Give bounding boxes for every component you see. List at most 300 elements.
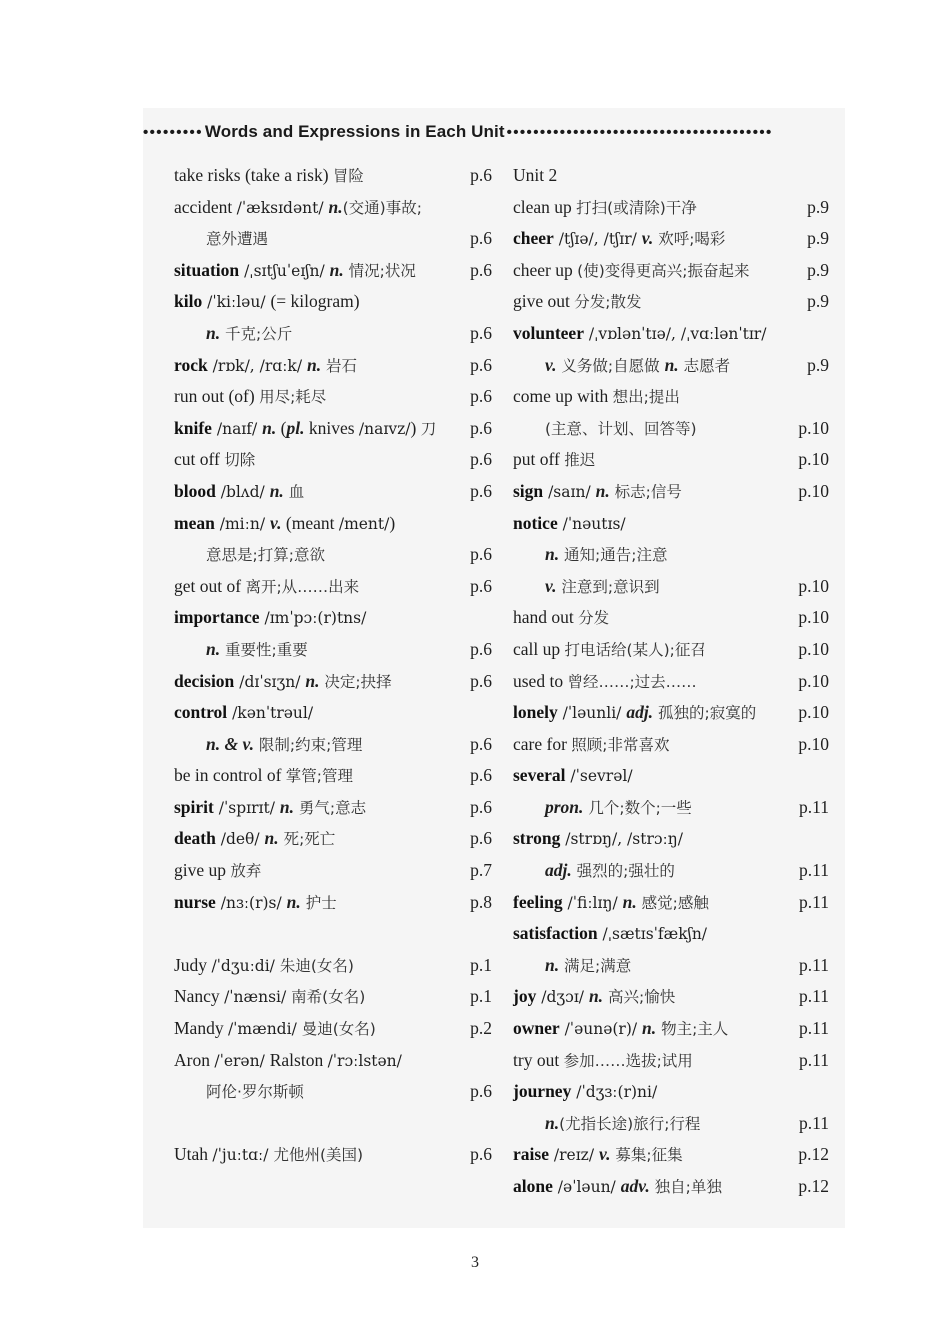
part-of-speech: n. [269, 480, 284, 501]
headword: control [174, 702, 228, 723]
page-reference: p.10 [798, 417, 829, 438]
headword: feeling [513, 891, 563, 912]
blank-line [174, 1108, 492, 1140]
phonetic: /dʒɔɪ/ [536, 988, 589, 1007]
chinese-meaning: (主意、计划、回答等) [545, 419, 697, 438]
phonetic: /kənˈtrəul/ [227, 704, 314, 723]
vocab-entry [174, 823, 492, 855]
headword: satisfaction [513, 923, 598, 944]
page-reference: p.10 [798, 449, 829, 470]
page-reference: p.6 [470, 733, 492, 754]
page-reference: p.6 [470, 765, 492, 786]
phonetic: /ˈnəutɪs/ [557, 514, 626, 533]
right-column [513, 160, 829, 1203]
page-reference: p.10 [798, 638, 829, 659]
part-of-speech: adj. [626, 702, 654, 723]
phonetic: /naɪvz/ [358, 419, 411, 438]
part-of-speech: pron. [545, 796, 584, 817]
chinese-meaning: 勇气;意志 [293, 798, 367, 817]
headword: joy [513, 986, 537, 1007]
phonetic: /əˈləun/ [552, 1178, 621, 1196]
entry-segment: (meant [281, 512, 339, 533]
vocab-entry [513, 571, 829, 603]
chinese-meaning: 刀 [420, 419, 437, 438]
page-reference: p.6 [470, 322, 492, 343]
page-reference: p.10 [798, 575, 829, 596]
phonetic: /nɜː(r)s/ [215, 893, 287, 912]
entry-text [513, 697, 756, 730]
page-reference: p.9 [807, 228, 829, 249]
entry-segment: get out of [174, 575, 246, 596]
entry-segment: Mandy [174, 1018, 228, 1039]
vocab-entry [174, 1139, 492, 1171]
vocab-entry [513, 1076, 829, 1108]
entry-text [174, 413, 436, 446]
entry-text [513, 602, 609, 635]
vocab-entry [513, 350, 829, 382]
vocab-entry [513, 286, 829, 318]
part-of-speech: n. [545, 1112, 560, 1133]
chinese-meaning: 义务做;自愿做 [556, 356, 665, 375]
entry-text [545, 571, 660, 604]
part-of-speech: n. [279, 796, 294, 817]
chinese-meaning: 独自;单独 [649, 1178, 722, 1196]
entry-text [513, 1171, 722, 1204]
vocab-entry [513, 918, 829, 950]
phonetic: /ˌsætɪsˈfækʃn/ [597, 925, 708, 944]
entry-text [174, 476, 304, 509]
entry-segment: Unit 2 [513, 165, 558, 185]
phonetic: /ˈləunli/ [557, 704, 627, 723]
page-reference: p.6 [470, 259, 492, 280]
page-reference: p.11 [799, 1049, 829, 1070]
page-reference: p.6 [470, 670, 492, 691]
vocab-entry [174, 887, 492, 919]
headword: spirit [174, 796, 214, 817]
vocab-entry [174, 729, 492, 761]
vocab-entry [513, 950, 829, 982]
vocab-entry [174, 571, 492, 603]
header-dots-right: •••••••••••••••••••••••••••••••••••••••• [506, 123, 773, 141]
phonetic: /blʌd/ [215, 482, 270, 501]
part-of-speech: v. [545, 354, 557, 375]
chinese-meaning: 限制;约束;管理 [253, 735, 363, 754]
page-reference: p.10 [798, 702, 829, 723]
entry-text [206, 1076, 304, 1109]
part-of-speech: n. [545, 544, 560, 565]
entry-text [545, 792, 692, 825]
page-reference: p.6 [470, 449, 492, 470]
entry-text [174, 444, 255, 477]
entry-segment: be in control of [174, 765, 286, 786]
entry-segment: Ralston [269, 1049, 328, 1070]
entry-segment: ) [410, 417, 421, 438]
entry-segment: ) [389, 512, 396, 533]
page-reference: p.6 [470, 417, 492, 438]
chinese-meaning: 募集;征集 [610, 1146, 683, 1165]
part-of-speech: pl. [286, 417, 305, 438]
entry-text [174, 1139, 363, 1172]
entry-text [545, 950, 631, 983]
vocab-entry [513, 760, 829, 792]
headword: death [174, 828, 216, 849]
page-reference: p.11 [799, 1018, 829, 1039]
vocab-entry [174, 539, 492, 571]
entry-text [513, 192, 697, 225]
headword: strong [513, 828, 561, 849]
vocab-entry [174, 255, 492, 287]
vocab-entry [174, 602, 492, 634]
chinese-meaning: 感觉;感触 [636, 893, 709, 912]
entry-text [545, 855, 675, 888]
phonetic: /tʃɪə/, /tʃɪr/ [553, 230, 642, 249]
entry-text [513, 444, 595, 477]
headword: knife [174, 417, 212, 438]
entry-text [513, 760, 633, 793]
phonetic: /ɪmˈpɔː(r)tns/ [259, 609, 367, 628]
entry-text [174, 571, 359, 604]
page-reference: p.10 [798, 607, 829, 628]
chinese-meaning: 分发 [578, 609, 610, 628]
headword: blood [174, 480, 216, 501]
vocab-entry [513, 697, 829, 729]
entry-segment: Nancy [174, 986, 225, 1007]
vocab-entry [513, 160, 829, 192]
entry-text [174, 1045, 402, 1078]
chinese-meaning: 满足;满意 [559, 956, 632, 975]
entry-text [513, 476, 682, 509]
part-of-speech: n. [545, 954, 560, 975]
vocab-entry [174, 160, 492, 192]
part-of-speech: n. [595, 480, 610, 501]
chinese-meaning: 死;死亡 [278, 830, 336, 849]
part-of-speech: n. [622, 891, 637, 912]
entry-segment: cut off [174, 449, 225, 470]
entry-text [513, 160, 557, 192]
entry-text [513, 1045, 693, 1078]
part-of-speech: n. [664, 354, 679, 375]
headword: nurse [174, 891, 216, 912]
entry-text [174, 855, 261, 888]
entry-segment: take risks (take a risk) [174, 165, 333, 185]
chinese-meaning: 冒险 [332, 167, 364, 185]
entry-text [206, 634, 308, 667]
entry-text [513, 1076, 657, 1109]
headword: alone [513, 1176, 553, 1196]
chinese-meaning: 千克;公斤 [220, 324, 293, 343]
entry-text [545, 539, 667, 572]
chinese-meaning: 曾经……;过去…… [567, 672, 697, 691]
vocab-entry [174, 666, 492, 698]
entry-text [174, 286, 360, 319]
chinese-meaning: 血 [283, 482, 305, 501]
entry-segment: put off [513, 449, 565, 470]
vocab-entry [174, 792, 492, 824]
entry-text [174, 792, 366, 825]
chinese-meaning: 打电话给(某人);征召 [564, 640, 706, 659]
entry-text [206, 318, 292, 351]
phonetic: /ˈæksɪdənt/ [236, 198, 329, 217]
entry-segment: hand out [513, 607, 579, 628]
chinese-meaning: 岩石 [321, 356, 358, 375]
part-of-speech: n. [286, 891, 301, 912]
chinese-meaning: 重要性;重要 [220, 640, 308, 659]
page-reference: p.2 [470, 1018, 492, 1039]
part-of-speech: n. [206, 322, 221, 343]
chinese-meaning: 欢呼;喝彩 [653, 230, 726, 249]
phonetic: /miːn/ [214, 514, 270, 533]
headword: several [513, 765, 566, 786]
entry-segment: accident [174, 196, 237, 217]
entry-text [174, 255, 416, 288]
phonetic: /ˈnænsi/ [224, 988, 292, 1007]
entry-text [174, 508, 395, 541]
part-of-speech: adv. [620, 1176, 650, 1196]
page-reference: p.6 [470, 796, 492, 817]
entry-text [513, 508, 626, 541]
vocab-entry [513, 381, 829, 413]
headword: rock [174, 354, 208, 375]
chinese-meaning: 志愿者 [678, 356, 731, 375]
chinese-meaning: 照顾;非常喜欢 [571, 735, 670, 754]
page-reference: p.11 [799, 954, 829, 975]
headword: mean [174, 512, 215, 533]
page-reference: p.6 [470, 354, 492, 375]
phonetic: /dɪˈsɪʒn/ [234, 672, 306, 691]
entry-text [513, 318, 766, 351]
page-reference: p.6 [470, 544, 492, 565]
entry-segment: give up [174, 860, 231, 881]
phonetic: /ˈdʒuːdi/ [211, 956, 280, 975]
page-reference: p.6 [470, 1144, 492, 1165]
entry-segment: knives [304, 417, 359, 438]
chinese-meaning: 掌管;管理 [285, 767, 354, 786]
page-reference: p.10 [798, 670, 829, 691]
page-reference: p.11 [799, 796, 829, 817]
page-reference: p.6 [470, 638, 492, 659]
chinese-meaning: 几个;数个;一些 [583, 798, 692, 817]
entry-text [174, 1013, 376, 1046]
vocab-entry [513, 729, 829, 761]
phonetic: /ˈsevrəl/ [565, 767, 633, 786]
chinese-meaning: 曼迪(女名) [301, 1020, 376, 1039]
chinese-meaning: 决定;抉择 [319, 672, 392, 691]
entry-text [545, 350, 730, 383]
part-of-speech: n. [262, 417, 277, 438]
vocab-entry [174, 223, 492, 255]
phonetic: /ˈkiːləu/ [202, 293, 271, 312]
chinese-meaning: 想出;提出 [612, 388, 680, 407]
entry-text [206, 539, 325, 572]
vocab-entry [513, 508, 829, 540]
part-of-speech: n. [206, 638, 221, 659]
page-reference: p.9 [807, 196, 829, 217]
vocab-entry [513, 855, 829, 887]
part-of-speech: v. [270, 512, 282, 533]
page-reference: p.10 [798, 733, 829, 754]
entry-segment: call up [513, 638, 565, 659]
entry-segment: used to [513, 670, 568, 691]
part-of-speech: n. [329, 259, 344, 280]
vocab-entry [513, 1171, 829, 1203]
entry-text [174, 381, 326, 414]
chinese-meaning: 尤他州(美国) [273, 1146, 364, 1165]
entry-text [513, 666, 697, 699]
entry-text [545, 413, 697, 446]
entry-text [174, 760, 353, 793]
phonetic: /ment/ [338, 514, 390, 533]
entry-text [513, 1139, 683, 1172]
page-reference: p.12 [798, 1144, 829, 1165]
phonetic: /ˈjuːtɑː/ [212, 1146, 274, 1165]
entry-segment: (= kilogram) [270, 291, 360, 312]
headword: sign [513, 480, 544, 501]
chinese-meaning: 意外遭遇 [206, 230, 269, 249]
entry-text [513, 1013, 728, 1046]
part-of-speech: v. [545, 575, 557, 596]
headword: raise [513, 1144, 549, 1165]
page-reference: p.9 [807, 354, 829, 375]
phonetic: /ˈdʒɜː(r)ni/ [571, 1083, 658, 1102]
vocab-entry [174, 444, 492, 476]
phonetic: /ˈfiːlɪŋ/ [562, 893, 623, 912]
vocab-entry [174, 697, 492, 729]
entry-segment: run out (of) [174, 386, 260, 407]
page-reference: p.11 [799, 986, 829, 1007]
headword: lonely [513, 702, 558, 723]
chinese-meaning: 参加……选拔;试用 [563, 1051, 693, 1070]
chinese-meaning: 打扫(或清除)干净 [576, 198, 697, 217]
vocab-entry [174, 634, 492, 666]
page-reference: p.12 [798, 1176, 829, 1196]
vocab-entry [174, 855, 492, 887]
entry-text [174, 666, 392, 699]
entry-segment: Utah [174, 1144, 213, 1165]
left-column [174, 160, 492, 1171]
chinese-meaning: 情况;状况 [343, 261, 416, 280]
chinese-meaning: 用尽;耗尽 [259, 388, 327, 407]
vocab-entry [174, 950, 492, 982]
vocab-entry [174, 413, 492, 445]
entry-segment: Judy [174, 954, 212, 975]
vocab-entry [513, 413, 829, 445]
entry-text [513, 634, 706, 667]
vocab-entry [513, 1108, 829, 1140]
vocab-entry [174, 981, 492, 1013]
vocab-entry [513, 981, 829, 1013]
vocab-entry [513, 223, 829, 255]
headword: situation [174, 259, 240, 280]
page-reference: p.7 [470, 860, 492, 881]
entry-text [174, 350, 357, 383]
page-number: 3 [471, 1254, 479, 1271]
chinese-meaning: 强烈的;强壮的 [571, 862, 675, 881]
part-of-speech: n. & v. [206, 733, 254, 754]
page-reference: p.10 [798, 480, 829, 501]
entry-text [513, 381, 680, 414]
vocab-entry [174, 318, 492, 350]
header-dots-left: ••••••••• [143, 123, 203, 141]
part-of-speech: adj. [545, 860, 572, 881]
phonetic: /saɪn/ [543, 482, 596, 501]
entry-segment: cheer up [513, 259, 578, 280]
page-reference: p.6 [470, 828, 492, 849]
entry-segment: clean up [513, 196, 577, 217]
chinese-meaning: (交通)事故; [342, 198, 422, 217]
headword: cheer [513, 228, 554, 249]
entry-text [513, 255, 749, 288]
phonetic: /naɪf/ [211, 419, 263, 438]
phonetic: /ˈspɪrɪt/ [213, 798, 280, 817]
chinese-meaning: 南希(女名) [291, 988, 366, 1007]
part-of-speech: n. [305, 670, 320, 691]
chinese-meaning: 分发;散发 [574, 293, 642, 312]
entry-text [174, 823, 335, 856]
vocab-entry [174, 192, 492, 224]
vocab-entry [513, 444, 829, 476]
part-of-speech: v. [598, 1144, 611, 1165]
entry-text [513, 729, 670, 762]
vocab-entry [174, 381, 492, 413]
entry-segment: ( [276, 417, 287, 438]
vocab-entry [174, 350, 492, 382]
headword: journey [513, 1081, 572, 1102]
page-reference: p.6 [470, 480, 492, 501]
headword: kilo [174, 291, 203, 312]
phonetic: /ˈerən/ [214, 1051, 270, 1070]
part-of-speech: n. [328, 196, 343, 217]
part-of-speech: v. [641, 228, 654, 249]
phonetic: /strɒŋ/, /strɔːŋ/ [560, 830, 683, 849]
entry-segment: Aron [174, 1049, 215, 1070]
entry-text [513, 823, 683, 856]
page-reference: p.1 [470, 954, 492, 975]
vocab-entry [513, 666, 829, 698]
page-reference: p.9 [807, 259, 829, 280]
entry-text [206, 223, 268, 256]
entry-text [174, 697, 313, 730]
chinese-meaning: (使)变得更高兴;振奋起来 [577, 261, 750, 280]
blank-line [174, 918, 492, 950]
chinese-meaning: 意思是;打算;意欲 [206, 546, 325, 565]
phonetic: /reɪz/ [548, 1146, 599, 1165]
part-of-speech: n. [306, 354, 322, 375]
vocab-entry [513, 255, 829, 287]
phonetic: /ˌvɒlənˈtɪə/, /ˌvɑːlənˈtɪr/ [583, 324, 767, 343]
chinese-meaning: 注意到;意识到 [556, 577, 660, 596]
page-reference: p.6 [470, 165, 492, 185]
vocab-entry [174, 1045, 492, 1077]
page-reference: p.11 [799, 891, 829, 912]
vocab-entry [513, 1013, 829, 1045]
vocab-entry [513, 1139, 829, 1171]
vocab-entry [513, 1045, 829, 1077]
part-of-speech: n. [264, 828, 279, 849]
page-reference: p.11 [799, 860, 829, 881]
entry-text [174, 981, 365, 1014]
page-reference: p.6 [470, 228, 492, 249]
vocab-entry [174, 760, 492, 792]
chinese-meaning: (尤指长途)旅行;行程 [559, 1114, 701, 1133]
entry-text [206, 729, 362, 762]
entry-segment: try out [513, 1049, 564, 1070]
phonetic: /ˈmændi/ [227, 1020, 302, 1039]
page-reference: p.6 [470, 386, 492, 407]
entry-segment: care for [513, 733, 572, 754]
chinese-meaning: 护士 [300, 893, 337, 912]
entry-text [513, 981, 675, 1014]
vocab-entry [513, 539, 829, 571]
